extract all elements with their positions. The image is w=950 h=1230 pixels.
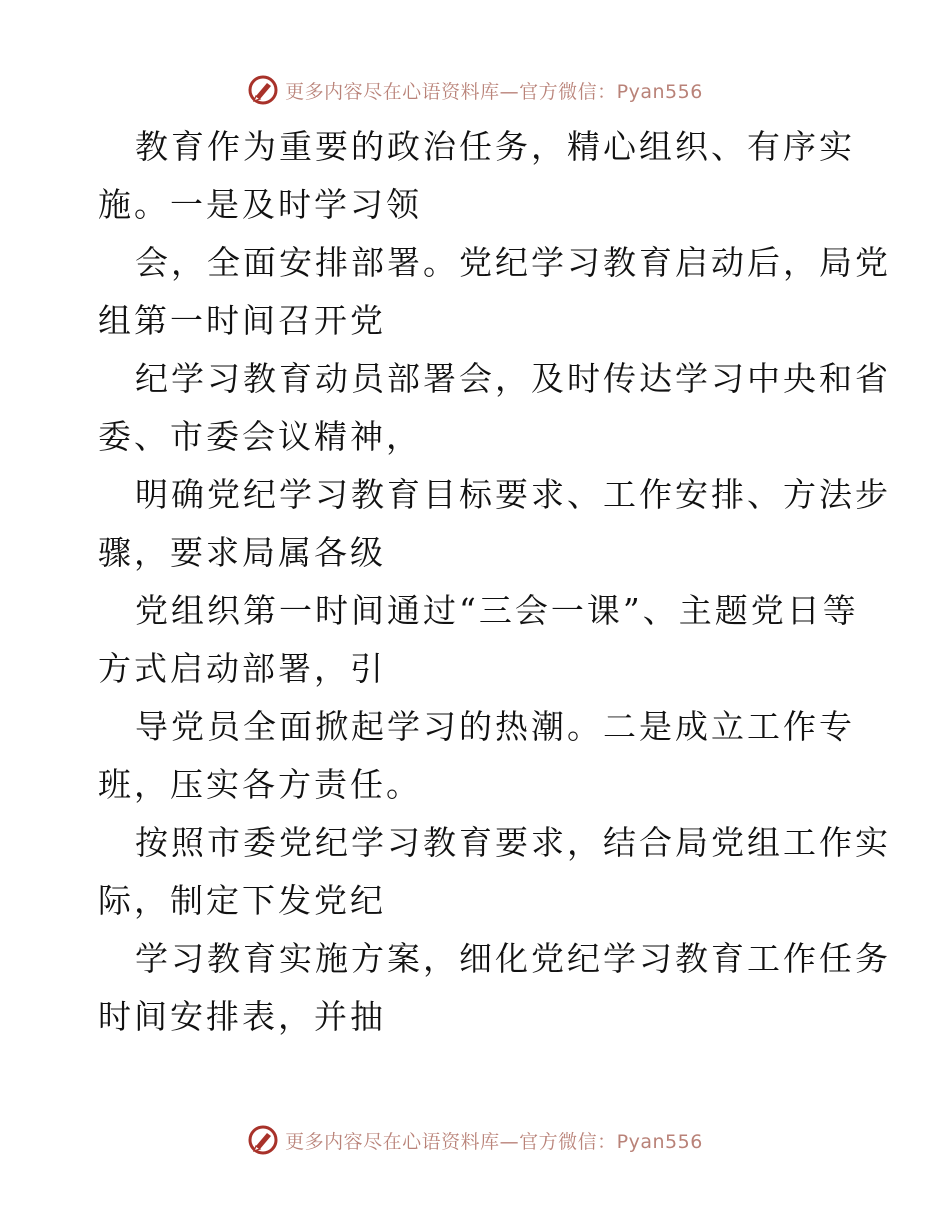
text-line: 导党员全面掀起学习的热潮。二是成立工作专 (135, 707, 855, 746)
footer-watermark (0, 1120, 950, 1160)
text-line: 学习教育实施方案，细化党纪学习教育工作任务 (135, 939, 891, 978)
text-line: 党组织第一时间通过“三会一课”、主题党日等 (135, 591, 859, 630)
text-line: 时间安排表，并抽 (98, 997, 386, 1036)
text-line: 骤，要求局属各级 (98, 533, 386, 572)
text-line: 际，制定下发党纪 (98, 881, 386, 920)
text-line: 教育作为重要的政治任务，精心组织、有序实 (135, 127, 855, 166)
watermark-text: 更多内容尽在心语资料库—官方微信：Pyan556 (285, 80, 703, 103)
document-body (98, 118, 891, 1046)
text-line: 纪学习教育动员部署会，及时传达学习中央和省 (135, 359, 891, 398)
header-watermark (0, 70, 950, 110)
text-line: 委、市委会议精神， (98, 417, 422, 456)
text-line: 施。一是及时学习领 (98, 185, 422, 224)
text-line: 班，压实各方责任。 (98, 765, 422, 804)
text-line: 按照市委党纪学习教育要求，结合局党组工作实 (135, 823, 891, 862)
text-line: 会，全面安排部署。党纪学习教育启动后，局党 (135, 243, 891, 282)
text-line: 方式启动部署，引 (98, 649, 386, 688)
text-line: 明确党纪学习教育目标要求、工作安排、方法步 (135, 475, 891, 514)
pen-circle-logo-icon (247, 1124, 279, 1156)
text-line: 组第一时间召开党 (98, 301, 386, 340)
watermark-text: 更多内容尽在心语资料库—官方微信：Pyan556 (285, 1130, 703, 1153)
pen-circle-logo-icon (247, 74, 279, 106)
